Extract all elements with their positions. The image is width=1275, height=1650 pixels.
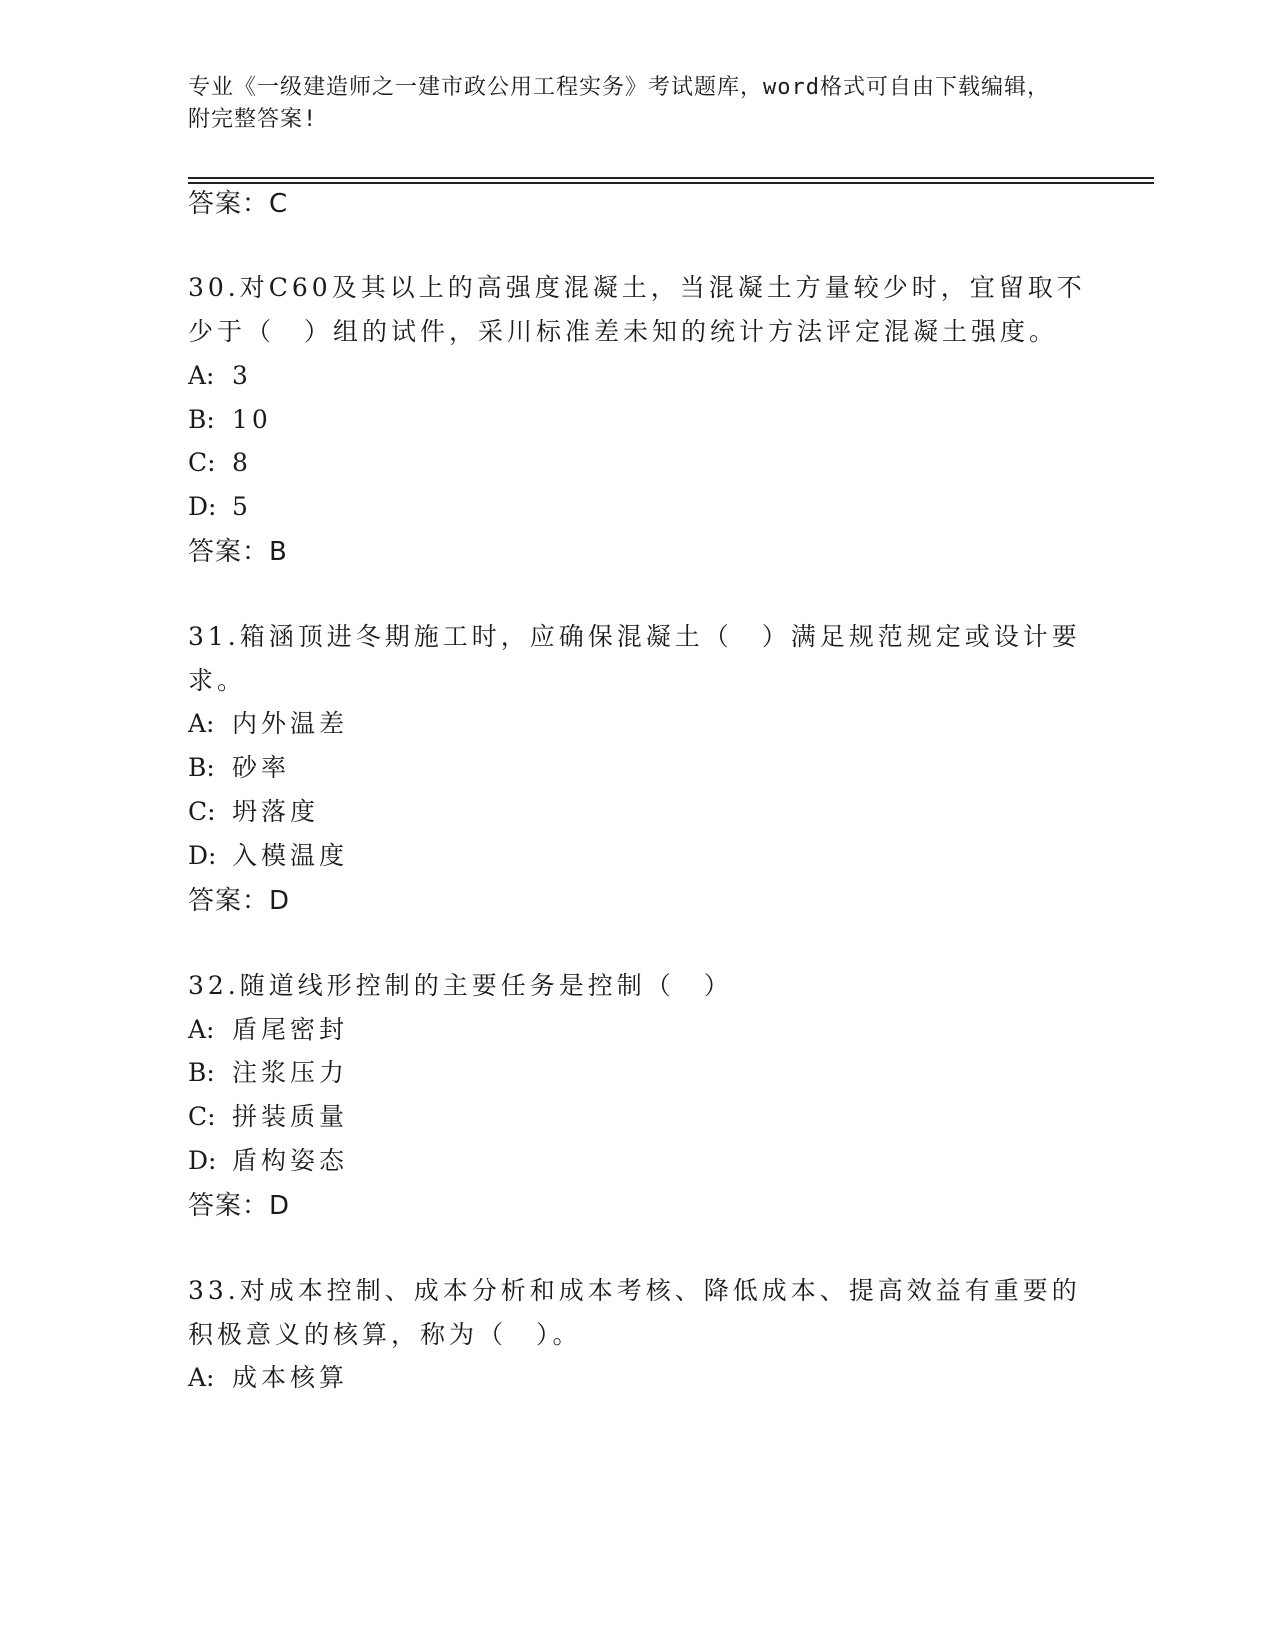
- option-d: [188, 1141, 348, 1181]
- question-stem: 33.对成本控制、成本分析和成本考核、降低成本、提高效益有重要的: [188, 1276, 1081, 1305]
- option-label: A:: [188, 709, 215, 738]
- option-text: 坍落度: [232, 797, 320, 826]
- option-a: [188, 356, 252, 396]
- option-text: 盾尾密封: [232, 1015, 349, 1044]
- option-label: A:: [188, 1363, 215, 1392]
- option-label: C:: [188, 797, 216, 826]
- answer: 答案：D: [188, 1191, 291, 1221]
- option-label: C:: [188, 448, 216, 477]
- option-text: 盾构姿态: [232, 1146, 349, 1175]
- option-text: 8: [232, 448, 252, 477]
- option-c: [188, 1097, 348, 1137]
- option-label: D:: [188, 492, 217, 521]
- option-d: [188, 836, 348, 876]
- option-label: D:: [188, 1146, 217, 1175]
- answer-q29: 答案：C: [188, 189, 289, 219]
- option-b: [188, 1053, 348, 1093]
- option-text: 5: [232, 492, 252, 521]
- option-label: C:: [188, 1102, 216, 1131]
- option-label: A:: [188, 1015, 215, 1044]
- option-text: 入模温度: [232, 841, 349, 870]
- question-stem: 31.箱涵顶进冬期施工时，应确保混凝土（ ）满足规范规定或设计要: [188, 622, 1081, 651]
- question-stem: 积极意义的核算，称为（ ）。: [188, 1320, 582, 1349]
- option-text: 内外温差: [232, 709, 349, 738]
- option-text: 3: [232, 361, 252, 390]
- option-a: [188, 704, 348, 744]
- answer: 答案：D: [188, 886, 291, 916]
- question-stem: 求。: [188, 666, 247, 695]
- option-text: 10: [232, 405, 272, 434]
- document-header: 专业《一级建造师之一建市政公用工程实务》考试题库，word格式可自由下载编辑，附完整答案!: [188, 75, 1050, 132]
- question-stem: 32.随道线形控制的主要任务是控制（ ）: [188, 971, 733, 1000]
- option-d: [188, 487, 252, 527]
- option-b: [188, 400, 272, 440]
- question-stem: 30.对C60及其以上的高强度混凝土，当混凝土方量较少时，宜留取不: [188, 273, 1086, 302]
- option-a: [188, 1010, 348, 1050]
- answer: 答案：B: [188, 537, 288, 567]
- option-text: 拼装质量: [232, 1102, 349, 1131]
- question-stem: 少于（ ）组的试件，采川标准差未知的统计方法评定混凝土强度。: [188, 317, 1059, 346]
- header-divider-bottom: [188, 182, 1154, 184]
- option-text: 成本核算: [232, 1363, 349, 1392]
- header-divider-top: [188, 177, 1154, 179]
- option-c: [188, 792, 319, 832]
- option-label: A:: [188, 361, 215, 390]
- option-label: B:: [188, 405, 215, 434]
- option-label: D:: [188, 841, 217, 870]
- option-c: [188, 443, 252, 483]
- option-a: [188, 1358, 348, 1398]
- option-label: B:: [188, 753, 215, 782]
- option-b: [188, 748, 290, 788]
- option-text: 砂率: [232, 753, 291, 782]
- option-text: 注浆压力: [232, 1058, 349, 1087]
- option-label: B:: [188, 1058, 215, 1087]
